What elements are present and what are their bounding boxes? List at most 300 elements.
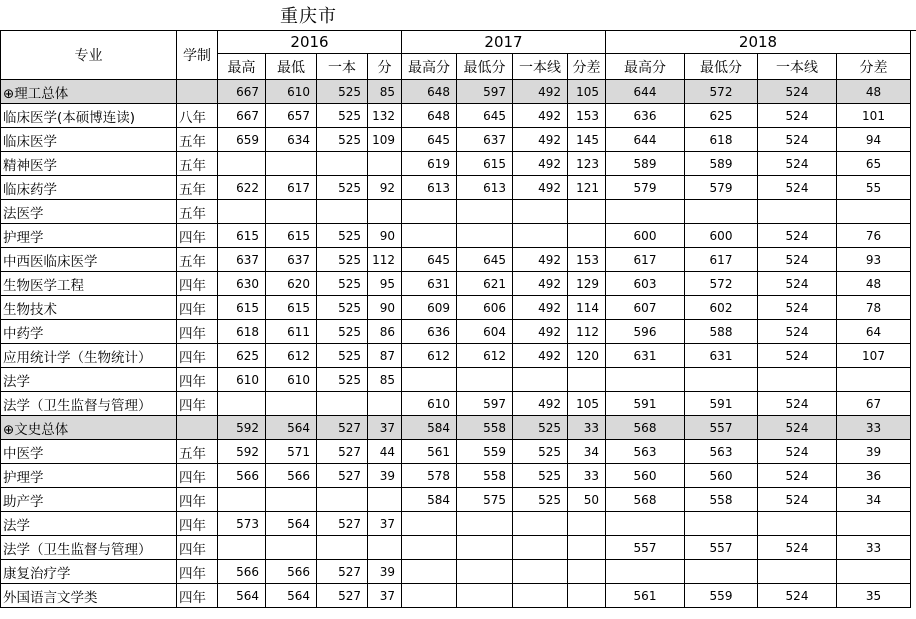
score-cell[interactable]: 578 (402, 464, 457, 488)
score-cell[interactable]: 37 (368, 416, 402, 440)
major-cell[interactable]: 法医学 (1, 200, 177, 224)
score-cell[interactable]: 563 (685, 440, 758, 464)
duration-cell[interactable]: 五年 (177, 128, 218, 152)
score-cell[interactable]: 563 (606, 440, 685, 464)
score-cell[interactable] (317, 488, 368, 512)
major-cell[interactable]: 助产学 (1, 488, 177, 512)
duration-cell[interactable]: 四年 (177, 488, 218, 512)
duration-cell[interactable]: 四年 (177, 320, 218, 344)
score-cell[interactable]: 617 (606, 248, 685, 272)
score-cell[interactable] (685, 560, 758, 584)
score-cell[interactable]: 584 (402, 416, 457, 440)
score-cell[interactable]: 602 (685, 296, 758, 320)
score-cell[interactable]: 610 (218, 368, 266, 392)
score-cell[interactable]: 90 (368, 224, 402, 248)
score-cell[interactable]: 132 (368, 104, 402, 128)
score-cell[interactable]: 557 (685, 536, 758, 560)
score-cell[interactable]: 571 (266, 440, 317, 464)
score-cell[interactable] (685, 200, 758, 224)
score-cell[interactable]: 524 (758, 344, 837, 368)
score-cell[interactable]: 33 (568, 416, 606, 440)
header-year-2018[interactable]: 2018 (606, 31, 911, 54)
major-cell[interactable]: 应用统计学（生物统计） (1, 344, 177, 368)
score-cell[interactable]: 85 (368, 368, 402, 392)
score-cell[interactable] (568, 200, 606, 224)
score-cell[interactable] (568, 512, 606, 536)
score-cell[interactable]: 558 (685, 488, 758, 512)
score-cell[interactable]: 524 (758, 152, 837, 176)
score-cell[interactable] (218, 536, 266, 560)
score-cell[interactable]: 525 (317, 296, 368, 320)
score-cell[interactable] (266, 536, 317, 560)
score-cell[interactable]: 615 (457, 152, 513, 176)
score-cell[interactable]: 622 (218, 176, 266, 200)
score-cell[interactable]: 37 (368, 584, 402, 608)
score-cell[interactable]: 78 (837, 296, 911, 320)
score-cell[interactable]: 120 (568, 344, 606, 368)
score-cell[interactable]: 527 (317, 464, 368, 488)
score-cell[interactable] (402, 560, 457, 584)
score-cell[interactable]: 525 (317, 248, 368, 272)
header-2017-max[interactable]: 最高分 (402, 54, 457, 80)
score-cell[interactable]: 609 (402, 296, 457, 320)
score-cell[interactable]: 492 (513, 344, 568, 368)
header-major[interactable]: 专业 (1, 31, 177, 80)
score-cell[interactable]: 524 (758, 224, 837, 248)
score-cell[interactable]: 615 (266, 296, 317, 320)
score-cell[interactable] (513, 560, 568, 584)
score-cell[interactable]: 611 (266, 320, 317, 344)
score-cell[interactable]: 588 (685, 320, 758, 344)
score-cell[interactable]: 558 (457, 416, 513, 440)
score-cell[interactable]: 621 (457, 272, 513, 296)
major-cell[interactable]: 法学（卫生监督与管理） (1, 536, 177, 560)
score-cell[interactable]: 645 (457, 104, 513, 128)
score-cell[interactable]: 492 (513, 392, 568, 416)
score-cell[interactable]: 39 (368, 560, 402, 584)
score-cell[interactable]: 645 (402, 128, 457, 152)
score-cell[interactable]: 579 (606, 176, 685, 200)
score-cell[interactable]: 617 (685, 248, 758, 272)
score-cell[interactable] (317, 392, 368, 416)
score-cell[interactable]: 560 (685, 464, 758, 488)
score-cell[interactable]: 561 (606, 584, 685, 608)
score-cell[interactable] (402, 368, 457, 392)
score-cell[interactable] (402, 200, 457, 224)
score-cell[interactable]: 123 (568, 152, 606, 176)
duration-cell[interactable]: 四年 (177, 392, 218, 416)
score-cell[interactable]: 579 (685, 176, 758, 200)
score-cell[interactable]: 492 (513, 128, 568, 152)
score-cell[interactable]: 559 (457, 440, 513, 464)
score-cell[interactable]: 610 (266, 368, 317, 392)
score-cell[interactable] (513, 536, 568, 560)
header-year-2016[interactable]: 2016 (218, 31, 402, 54)
score-cell[interactable]: 566 (266, 464, 317, 488)
score-cell[interactable] (758, 512, 837, 536)
header-2017-line[interactable]: 一本线 (513, 54, 568, 80)
score-cell[interactable]: 592 (218, 416, 266, 440)
score-cell[interactable]: 55 (837, 176, 911, 200)
score-cell[interactable]: 524 (758, 392, 837, 416)
score-cell[interactable] (368, 200, 402, 224)
score-cell[interactable] (402, 512, 457, 536)
score-cell[interactable]: 637 (457, 128, 513, 152)
score-cell[interactable]: 637 (266, 248, 317, 272)
score-cell[interactable]: 527 (317, 560, 368, 584)
score-cell[interactable]: 648 (402, 80, 457, 104)
score-cell[interactable] (606, 560, 685, 584)
header-year-2017[interactable]: 2017 (402, 31, 606, 54)
major-cell[interactable]: 精神医学 (1, 152, 177, 176)
score-cell[interactable]: 95 (368, 272, 402, 296)
score-cell[interactable]: 101 (837, 104, 911, 128)
score-cell[interactable] (606, 512, 685, 536)
score-cell[interactable]: 114 (568, 296, 606, 320)
score-cell[interactable]: 524 (758, 440, 837, 464)
score-cell[interactable] (218, 488, 266, 512)
score-cell[interactable]: 525 (317, 104, 368, 128)
score-cell[interactable]: 648 (402, 104, 457, 128)
score-cell[interactable] (758, 200, 837, 224)
duration-cell[interactable] (177, 80, 218, 104)
duration-cell[interactable]: 四年 (177, 296, 218, 320)
score-cell[interactable]: 527 (317, 416, 368, 440)
score-cell[interactable]: 618 (218, 320, 266, 344)
score-cell[interactable] (685, 512, 758, 536)
score-cell[interactable]: 524 (758, 464, 837, 488)
score-cell[interactable]: 604 (457, 320, 513, 344)
header-2018-line[interactable]: 一本线 (758, 54, 837, 80)
header-2016-line[interactable]: 一本 (317, 54, 368, 80)
score-cell[interactable]: 50 (568, 488, 606, 512)
duration-cell[interactable]: 五年 (177, 440, 218, 464)
major-cell[interactable]: 临床医学 (1, 128, 177, 152)
duration-cell[interactable]: 五年 (177, 248, 218, 272)
header-2018-min[interactable]: 最低分 (685, 54, 758, 80)
score-cell[interactable] (568, 560, 606, 584)
score-cell[interactable] (606, 368, 685, 392)
score-cell[interactable]: 33 (837, 416, 911, 440)
duration-cell[interactable]: 四年 (177, 560, 218, 584)
score-cell[interactable]: 524 (758, 488, 837, 512)
header-2016-min[interactable]: 最低 (266, 54, 317, 80)
title-cell[interactable] (0, 0, 916, 31)
score-cell[interactable]: 607 (606, 296, 685, 320)
score-cell[interactable]: 557 (606, 536, 685, 560)
score-cell[interactable]: 153 (568, 104, 606, 128)
score-cell[interactable] (837, 512, 911, 536)
duration-cell[interactable]: 四年 (177, 344, 218, 368)
score-cell[interactable]: 525 (317, 224, 368, 248)
duration-cell[interactable]: 四年 (177, 272, 218, 296)
score-cell[interactable]: 596 (606, 320, 685, 344)
score-cell[interactable] (457, 200, 513, 224)
score-cell[interactable]: 597 (457, 392, 513, 416)
score-cell[interactable]: 525 (317, 320, 368, 344)
major-cell[interactable]: 外国语言文学类 (1, 584, 177, 608)
score-cell[interactable]: 612 (266, 344, 317, 368)
score-cell[interactable]: 564 (266, 416, 317, 440)
score-cell[interactable]: 492 (513, 80, 568, 104)
score-cell[interactable]: 630 (218, 272, 266, 296)
score-cell[interactable]: 525 (317, 128, 368, 152)
score-cell[interactable]: 564 (218, 584, 266, 608)
score-cell[interactable]: 121 (568, 176, 606, 200)
score-cell[interactable]: 36 (837, 464, 911, 488)
score-cell[interactable]: 566 (218, 464, 266, 488)
score-cell[interactable]: 153 (568, 248, 606, 272)
score-cell[interactable] (568, 368, 606, 392)
score-cell[interactable]: 573 (218, 512, 266, 536)
score-cell[interactable]: 492 (513, 176, 568, 200)
score-cell[interactable]: 39 (837, 440, 911, 464)
score-cell[interactable]: 48 (837, 80, 911, 104)
score-cell[interactable] (513, 368, 568, 392)
score-cell[interactable]: 524 (758, 584, 837, 608)
score-cell[interactable]: 112 (568, 320, 606, 344)
score-cell[interactable]: 492 (513, 296, 568, 320)
score-cell[interactable]: 524 (758, 272, 837, 296)
score-cell[interactable]: 39 (368, 464, 402, 488)
score-cell[interactable]: 615 (218, 296, 266, 320)
score-cell[interactable]: 610 (266, 80, 317, 104)
score-cell[interactable]: 525 (513, 464, 568, 488)
score-cell[interactable] (266, 200, 317, 224)
score-cell[interactable]: 644 (606, 80, 685, 104)
score-cell[interactable]: 67 (837, 392, 911, 416)
major-cell[interactable]: 中西医临床医学 (1, 248, 177, 272)
score-cell[interactable]: 589 (606, 152, 685, 176)
score-cell[interactable]: 572 (685, 272, 758, 296)
score-cell[interactable] (457, 512, 513, 536)
score-cell[interactable] (513, 224, 568, 248)
header-2017-diff[interactable]: 分差 (568, 54, 606, 80)
score-cell[interactable]: 560 (606, 464, 685, 488)
score-cell[interactable]: 492 (513, 272, 568, 296)
score-cell[interactable]: 524 (758, 416, 837, 440)
score-cell[interactable]: 636 (402, 320, 457, 344)
score-cell[interactable] (402, 224, 457, 248)
score-cell[interactable]: 107 (837, 344, 911, 368)
score-cell[interactable]: 610 (402, 392, 457, 416)
score-cell[interactable]: 645 (402, 248, 457, 272)
score-cell[interactable]: 625 (685, 104, 758, 128)
score-cell[interactable]: 492 (513, 152, 568, 176)
score-cell[interactable]: 597 (457, 80, 513, 104)
score-cell[interactable]: 589 (685, 152, 758, 176)
score-cell[interactable]: 524 (758, 536, 837, 560)
score-cell[interactable]: 559 (685, 584, 758, 608)
score-cell[interactable]: 667 (218, 80, 266, 104)
score-cell[interactable]: 525 (513, 488, 568, 512)
score-cell[interactable]: 85 (368, 80, 402, 104)
header-2018-max[interactable]: 最高分 (606, 54, 685, 80)
score-cell[interactable]: 87 (368, 344, 402, 368)
score-cell[interactable] (266, 392, 317, 416)
major-cell[interactable]: ⊕理工总体 (1, 80, 177, 104)
score-cell[interactable]: 525 (317, 176, 368, 200)
score-cell[interactable]: 619 (402, 152, 457, 176)
header-2018-diff[interactable]: 分差 (837, 54, 911, 80)
duration-cell[interactable]: 五年 (177, 176, 218, 200)
score-cell[interactable]: 600 (606, 224, 685, 248)
duration-cell[interactable]: 五年 (177, 200, 218, 224)
score-cell[interactable]: 527 (317, 584, 368, 608)
score-cell[interactable]: 492 (513, 320, 568, 344)
score-cell[interactable]: 34 (837, 488, 911, 512)
header-2017-min[interactable]: 最低分 (457, 54, 513, 80)
major-cell[interactable]: 中药学 (1, 320, 177, 344)
major-cell[interactable]: 法学 (1, 512, 177, 536)
score-cell[interactable] (837, 200, 911, 224)
score-cell[interactable]: 492 (513, 104, 568, 128)
score-cell[interactable]: 48 (837, 272, 911, 296)
score-cell[interactable]: 631 (606, 344, 685, 368)
score-cell[interactable]: 613 (402, 176, 457, 200)
score-cell[interactable]: 90 (368, 296, 402, 320)
score-cell[interactable]: 93 (837, 248, 911, 272)
score-cell[interactable]: 644 (606, 128, 685, 152)
score-cell[interactable]: 525 (513, 416, 568, 440)
score-cell[interactable]: 94 (837, 128, 911, 152)
score-cell[interactable] (402, 536, 457, 560)
score-cell[interactable]: 603 (606, 272, 685, 296)
score-cell[interactable]: 527 (317, 440, 368, 464)
duration-cell[interactable]: 八年 (177, 104, 218, 128)
major-cell[interactable]: 法学（卫生监督与管理） (1, 392, 177, 416)
score-cell[interactable]: 612 (402, 344, 457, 368)
major-cell[interactable]: 护理学 (1, 464, 177, 488)
score-cell[interactable]: 524 (758, 128, 837, 152)
score-cell[interactable] (457, 224, 513, 248)
score-cell[interactable]: 575 (457, 488, 513, 512)
duration-cell[interactable]: 四年 (177, 368, 218, 392)
score-cell[interactable]: 612 (457, 344, 513, 368)
score-cell[interactable]: 105 (568, 80, 606, 104)
score-cell[interactable]: 561 (402, 440, 457, 464)
major-cell[interactable]: 法学 (1, 368, 177, 392)
major-cell[interactable]: ⊕文史总体 (1, 416, 177, 440)
score-cell[interactable]: 564 (266, 512, 317, 536)
score-cell[interactable]: 65 (837, 152, 911, 176)
header-2016-max[interactable]: 最高 (218, 54, 266, 80)
score-cell[interactable]: 637 (218, 248, 266, 272)
score-cell[interactable]: 524 (758, 320, 837, 344)
score-cell[interactable]: 634 (266, 128, 317, 152)
score-cell[interactable]: 33 (837, 536, 911, 560)
duration-cell[interactable] (177, 416, 218, 440)
score-cell[interactable] (513, 584, 568, 608)
score-cell[interactable] (218, 392, 266, 416)
major-cell[interactable]: 护理学 (1, 224, 177, 248)
score-cell[interactable]: 617 (266, 176, 317, 200)
header-2016-diff[interactable]: 分 (368, 54, 402, 80)
score-cell[interactable]: 600 (685, 224, 758, 248)
duration-cell[interactable]: 四年 (177, 512, 218, 536)
score-cell[interactable] (513, 512, 568, 536)
score-cell[interactable] (368, 392, 402, 416)
score-cell[interactable]: 524 (758, 296, 837, 320)
score-cell[interactable]: 525 (317, 344, 368, 368)
score-cell[interactable]: 620 (266, 272, 317, 296)
score-cell[interactable]: 659 (218, 128, 266, 152)
score-cell[interactable]: 37 (368, 512, 402, 536)
score-cell[interactable] (317, 536, 368, 560)
score-cell[interactable] (317, 152, 368, 176)
score-cell[interactable]: 558 (457, 464, 513, 488)
score-cell[interactable] (837, 368, 911, 392)
score-cell[interactable] (368, 152, 402, 176)
score-cell[interactable]: 613 (457, 176, 513, 200)
score-cell[interactable]: 525 (317, 80, 368, 104)
major-cell[interactable]: 生物技术 (1, 296, 177, 320)
score-cell[interactable]: 105 (568, 392, 606, 416)
major-cell[interactable]: 中医学 (1, 440, 177, 464)
score-cell[interactable]: 631 (685, 344, 758, 368)
score-cell[interactable]: 631 (402, 272, 457, 296)
score-cell[interactable] (606, 200, 685, 224)
score-cell[interactable]: 112 (368, 248, 402, 272)
score-cell[interactable]: 568 (606, 416, 685, 440)
score-cell[interactable]: 572 (685, 80, 758, 104)
score-cell[interactable]: 145 (568, 128, 606, 152)
score-cell[interactable] (685, 368, 758, 392)
score-cell[interactable]: 657 (266, 104, 317, 128)
score-cell[interactable] (758, 368, 837, 392)
score-cell[interactable] (568, 224, 606, 248)
score-cell[interactable] (218, 200, 266, 224)
score-cell[interactable]: 109 (368, 128, 402, 152)
major-cell[interactable]: 康复治疗学 (1, 560, 177, 584)
major-cell[interactable]: 临床药学 (1, 176, 177, 200)
score-cell[interactable] (317, 200, 368, 224)
score-cell[interactable]: 592 (218, 440, 266, 464)
score-cell[interactable]: 645 (457, 248, 513, 272)
score-cell[interactable] (513, 200, 568, 224)
duration-cell[interactable]: 四年 (177, 224, 218, 248)
score-cell[interactable]: 34 (568, 440, 606, 464)
score-cell[interactable]: 524 (758, 176, 837, 200)
duration-cell[interactable]: 四年 (177, 536, 218, 560)
score-cell[interactable]: 44 (368, 440, 402, 464)
score-cell[interactable] (758, 560, 837, 584)
score-cell[interactable]: 76 (837, 224, 911, 248)
score-cell[interactable] (368, 536, 402, 560)
header-years[interactable]: 学制 (177, 31, 218, 80)
score-cell[interactable]: 492 (513, 248, 568, 272)
score-cell[interactable]: 566 (266, 560, 317, 584)
score-cell[interactable]: 129 (568, 272, 606, 296)
score-cell[interactable]: 64 (837, 320, 911, 344)
score-cell[interactable]: 568 (606, 488, 685, 512)
score-cell[interactable] (266, 488, 317, 512)
score-cell[interactable]: 525 (317, 368, 368, 392)
score-cell[interactable]: 591 (685, 392, 758, 416)
duration-cell[interactable]: 五年 (177, 152, 218, 176)
score-cell[interactable] (368, 488, 402, 512)
score-cell[interactable]: 557 (685, 416, 758, 440)
score-cell[interactable]: 524 (758, 80, 837, 104)
score-cell[interactable]: 86 (368, 320, 402, 344)
score-cell[interactable]: 524 (758, 104, 837, 128)
score-cell[interactable]: 527 (317, 512, 368, 536)
score-cell[interactable] (457, 536, 513, 560)
score-cell[interactable] (266, 152, 317, 176)
score-cell[interactable]: 33 (568, 464, 606, 488)
score-cell[interactable]: 667 (218, 104, 266, 128)
score-cell[interactable]: 591 (606, 392, 685, 416)
